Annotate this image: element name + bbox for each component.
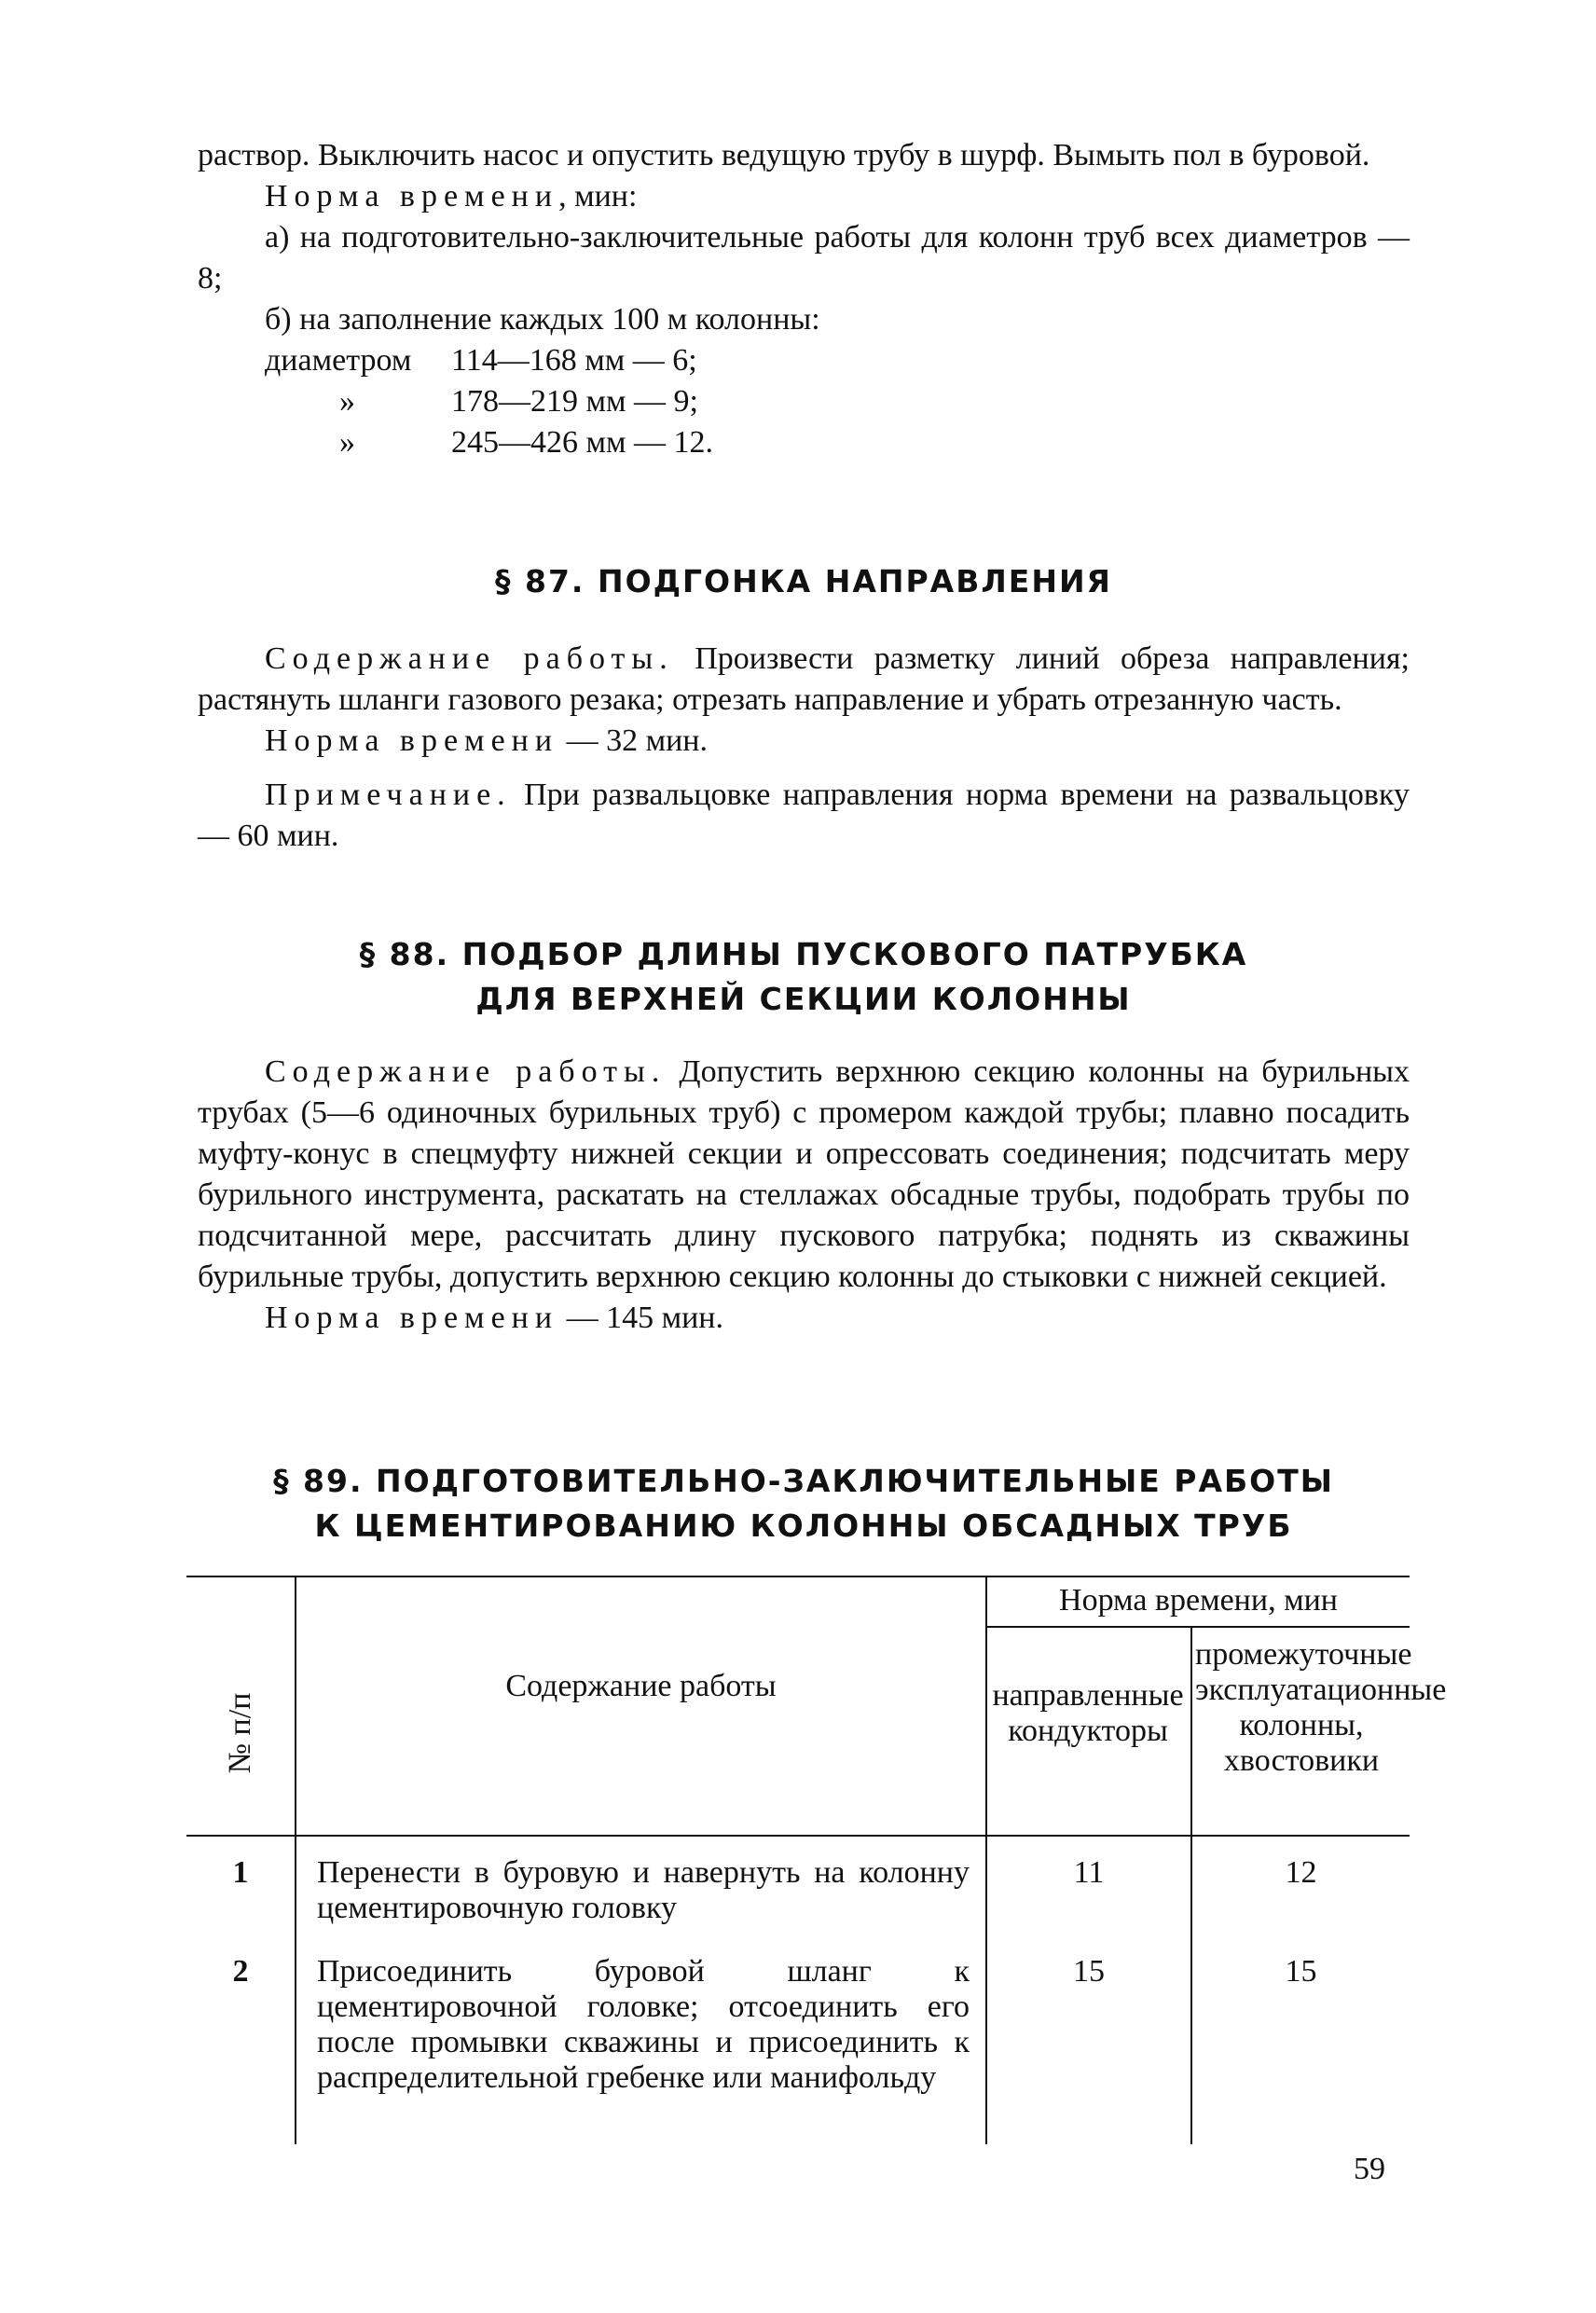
row-value-b: 15 <box>1285 1954 1317 1989</box>
row-value-b: 12 <box>1285 1855 1317 1890</box>
norm-value: — 145 мин. <box>558 1301 723 1335</box>
heading-line: К ЦЕМЕНТИРОВАНИЮ КОЛОННЫ ОБСАДНЫХ ТРУБ <box>314 1508 1293 1544</box>
note-text: При развальцовке направления норма времени на развальцовку — 60 мин. <box>198 778 1410 853</box>
section-88-body <box>198 1052 1410 1339</box>
header-num-cell <box>186 1631 295 1835</box>
ditto-mark: » <box>339 425 355 460</box>
intro-norm-line <box>265 176 1410 217</box>
diam-range: 114—168 мм — 6; <box>451 343 697 378</box>
norm-label: Норма времени <box>265 723 559 758</box>
diam-range: 178—219 мм — 9; <box>451 384 698 419</box>
row-value-a: 11 <box>1073 1855 1105 1890</box>
column-divider <box>295 1576 296 2144</box>
row-text: Присоединить буровой шланг к цементировочной головке; отсоединить его после промывки скважины и присоединить к распределительной гребенке или манифольду <box>317 1954 970 2095</box>
header-col-b: промежуточные эксплуатационные колонны, хвостовики <box>1195 1637 1447 1778</box>
table-top-rule <box>186 1576 1410 1577</box>
content-label: Содержание работы. <box>265 1054 667 1089</box>
section-87-heading <box>198 559 1410 604</box>
heading-line: ДЛЯ ВЕРХНЕЙ СЕКЦИИ КОЛОННЫ <box>475 981 1132 1017</box>
intro-item-a: а) на подготовительно-заключительные работы для колонн труб всех диаметров — 8; <box>198 220 1410 296</box>
intro-paragraph: раствор. Выключить насос и опустить ведущую трубу в шурф. Вымыть пол в буровой. <box>198 138 1370 172</box>
row-value-a: 15 <box>1073 1954 1105 1989</box>
heading-line: § 87. ПОДГОНКА НАПРАВЛЕНИЯ <box>495 563 1112 599</box>
diam-row-2 <box>265 381 1410 422</box>
section-88-heading <box>198 932 1410 1022</box>
section-89-heading <box>198 1459 1410 1549</box>
row-text: Перенести в буровую и навернуть на колонну цементировочную головку <box>317 1855 970 1925</box>
header-norm: Норма времени, мин <box>1059 1583 1338 1618</box>
intro-item-b: б) на заполнение каждых 100 м колонны: <box>265 302 820 337</box>
header-bottom-rule <box>186 1835 1410 1837</box>
content-paragraph <box>198 1052 1410 1298</box>
content-text: Произвести разметку линий обреза направления; растянуть шланги газового резака; отрезать направление и убрать отрезанную часть. <box>198 641 1410 717</box>
ditto-mark: » <box>339 384 355 419</box>
norms-table <box>186 1576 1447 2144</box>
content-text: Допустить верхнюю секцию колонны на бурильных трубах (5—6 одиночных бурильных труб) с промером каждой трубы; плавно посадить муфту-конус в спецмуфту нижней секции и опрессовать соединения; подсчитать меру бурильного инструмента, раскатать на стеллажах обсадные трубы, подобрать трубы по подсчитанной мере, рассчитать длину пускового патрубка; поднять из скважины бурильные трубы, допустить верхнюю секцию колонны до стыковки с нижней секцией. <box>198 1054 1410 1294</box>
norm-line <box>265 1298 1410 1339</box>
header-col-a: направленные кондукторы <box>992 1678 1184 1748</box>
note-label: Примечание. <box>265 778 512 812</box>
diam-word: диаметром <box>265 343 412 378</box>
diam-row-1 <box>265 340 1410 381</box>
diam-row-3 <box>265 422 1410 463</box>
norm-suffix: , мин: <box>558 179 638 213</box>
note-paragraph <box>198 775 1410 857</box>
heading-line: § 89. ПОДГОТОВИТЕЛЬНО-ЗАКЛЮЧИТЕЛЬНЫЕ РАБОТЫ <box>273 1463 1334 1499</box>
intro-block <box>198 135 1410 463</box>
header-num: № п/п <box>223 1692 257 1774</box>
norm-label: Норма времени <box>265 179 559 213</box>
content-paragraph <box>198 639 1410 721</box>
row-num: 2 <box>232 1954 249 1989</box>
norm-subheader-rule <box>985 1626 1410 1628</box>
norm-value: — 32 мин. <box>558 723 708 758</box>
page-number: 59 <box>1354 2152 1385 2186</box>
header-content: Содержание работы <box>505 1669 777 1703</box>
row-num: 1 <box>232 1855 249 1890</box>
content-label: Содержание работы. <box>265 641 674 676</box>
norm-line <box>265 721 1410 762</box>
norm-label: Норма времени <box>265 1301 559 1335</box>
section-87-body <box>198 639 1410 857</box>
heading-line: § 88. ПОДБОР ДЛИНЫ ПУСКОВОГО ПАТРУБКА <box>359 936 1248 972</box>
diam-range: 245—426 мм — 12. <box>451 425 714 460</box>
